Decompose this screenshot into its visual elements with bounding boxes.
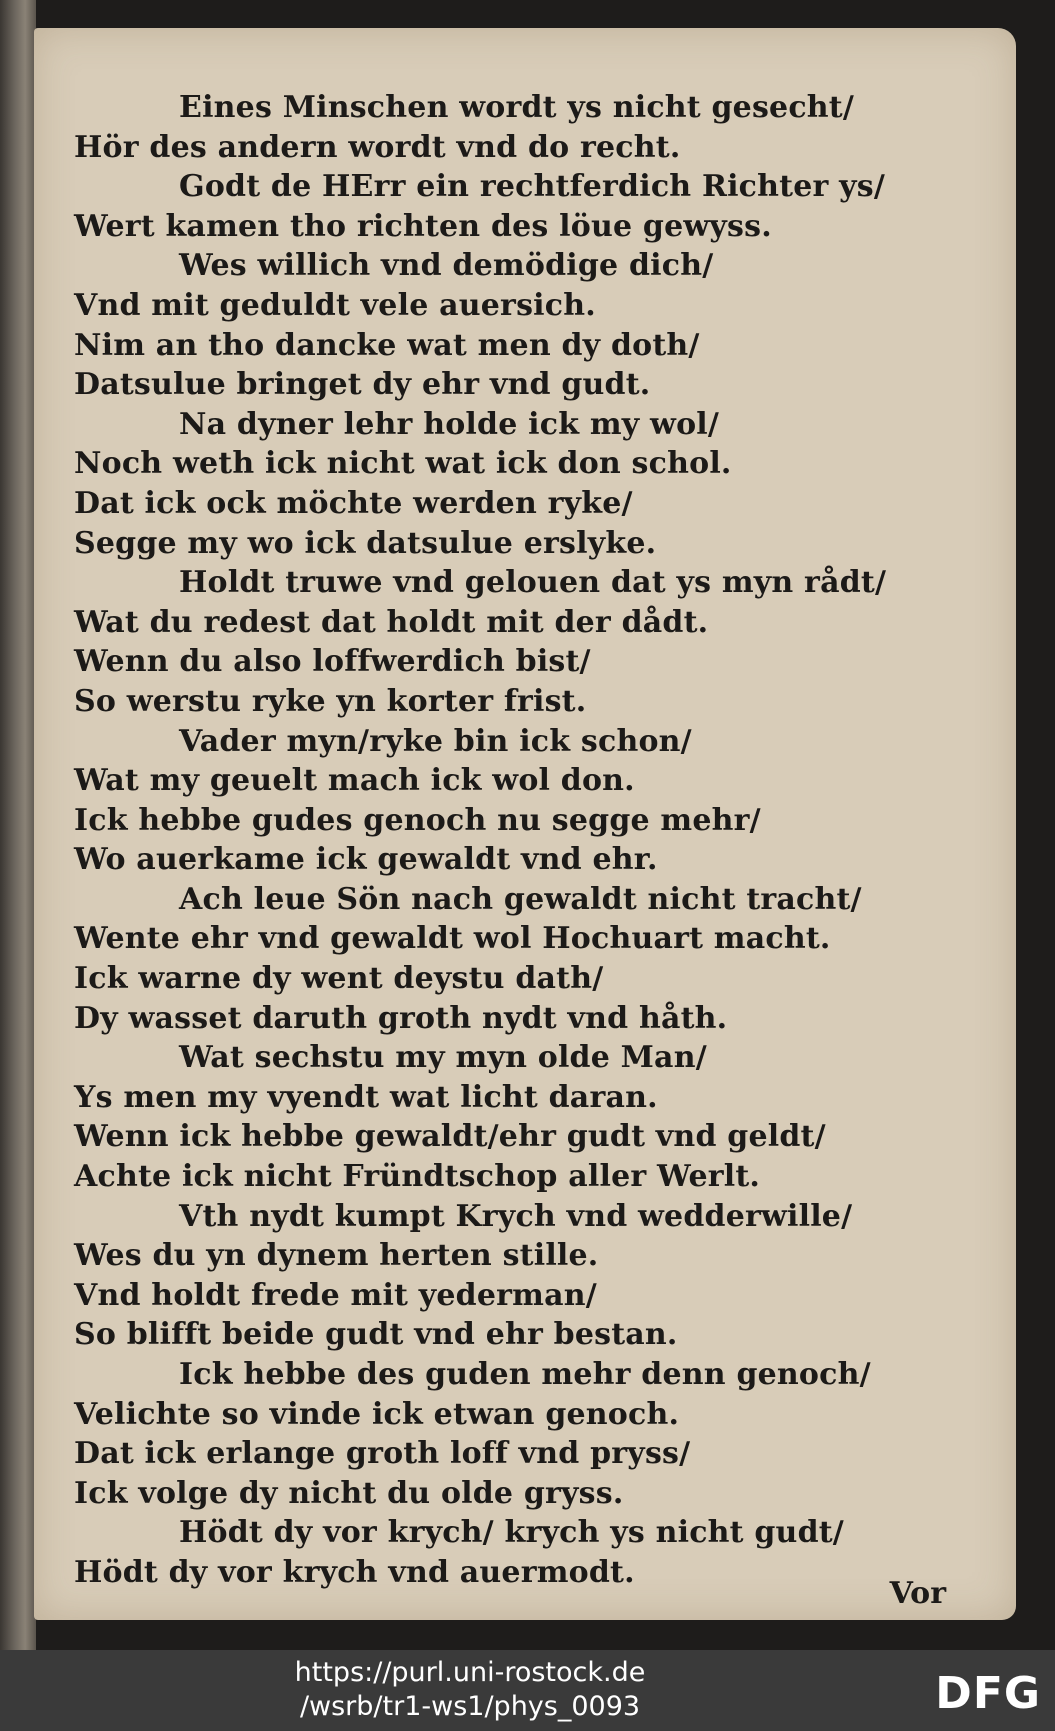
text-line: Velichte so vinde ick etwan genoch. [74, 1396, 680, 1432]
text-line: Vth nydt kumpt Krych vnd wedderwille/ [179, 1198, 853, 1234]
text-line: Ach leue Sön nach gewaldt nicht tracht/ [179, 881, 862, 917]
text-line: Wat sechstu my myn olde Man/ [179, 1040, 707, 1076]
text-line: Godt de HErr ein rechtferdich Richter ys/ [179, 169, 886, 205]
text-line: Hödt dy vor krych/ krych ys nicht gudt/ [179, 1515, 844, 1551]
text-line: Ick warne dy went deystu dath/ [74, 961, 604, 997]
poem-text-block [74, 88, 1004, 1593]
text-line: Hödt dy vor krych vnd auermodt. [74, 1554, 635, 1590]
text-line: Achte ick nicht Fründtschop aller Werlt. [74, 1159, 761, 1195]
catchword: Vor [889, 1576, 946, 1611]
book-page [34, 28, 1016, 1620]
text-line: Dat ick ock möchte werden ryke/ [74, 485, 633, 521]
text-line: Wert kamen tho richten des löue gewyss. [74, 208, 772, 244]
text-line: Wenn du also loffwerdich bist/ [74, 644, 591, 680]
text-line: Wat my geuelt mach ick wol don. [74, 763, 635, 799]
text-line: Wes willich vnd demödige dich/ [179, 248, 714, 284]
text-line: Wente ehr vnd gewaldt wol Hochuart macht. [74, 921, 831, 957]
text-line: Ick hebbe gudes genoch nu segge mehr/ [74, 802, 761, 838]
text-line: Wenn ick hebbe gewaldt/ehr gudt vnd geldt/ [74, 1119, 826, 1155]
text-line: Wat du redest dat holdt mit der dådt. [74, 604, 709, 640]
url-line-1: https://purl.uni-rostock.de [294, 1657, 646, 1688]
text-line: Na dyner lehr holde ick my wol/ [179, 406, 720, 442]
text-line: So blifft beide gudt vnd ehr bestan. [74, 1317, 678, 1353]
text-line: Ick hebbe des guden mehr denn genoch/ [179, 1357, 871, 1392]
text-line: Hör des andern wordt vnd do recht. [74, 129, 681, 165]
text-line: Dy wasset daruth groth nydt vnd håth. [74, 1000, 728, 1036]
text-line: Datsulue bringet dy ehr vnd gudt. [74, 367, 651, 403]
text-line: Ys men my vyendt wat licht daran. [74, 1079, 658, 1115]
text-line: Noch weth ick nicht wat ick don schol. [74, 446, 732, 482]
text-line: Vader myn/ryke bin ick schon/ [179, 723, 692, 759]
text-line: So werstu ryke yn korter frist. [74, 683, 587, 719]
text-line: Vnd holdt frede mit yederman/ [74, 1277, 597, 1313]
url-line-2: /wsrb/tr1-ws1/phys_0093 [299, 1691, 641, 1722]
text-line: Nim an tho dancke wat men dy doth/ [74, 327, 700, 363]
text-line: Wo auerkame ick gewaldt vnd ehr. [74, 842, 658, 878]
book-spine [0, 0, 36, 1650]
source-url[interactable] [0, 1656, 940, 1724]
text-line: Wes du yn dynem herten stille. [74, 1238, 599, 1274]
text-line: Ick volge dy nicht du olde gryss. [74, 1475, 624, 1511]
text-line: Vnd mit geduldt vele auersich. [74, 287, 596, 323]
text-line: Eines Minschen wordt ys nicht gesecht/ [179, 90, 855, 125]
text-line: Holdt truwe vnd gelouen dat ys myn rådt/ [179, 565, 887, 601]
text-line: Dat ick erlange groth loff vnd pryss/ [74, 1436, 691, 1472]
text-line: Segge my wo ick datsulue erslyke. [74, 525, 657, 561]
dfg-logo: DFG [935, 1668, 1041, 1719]
